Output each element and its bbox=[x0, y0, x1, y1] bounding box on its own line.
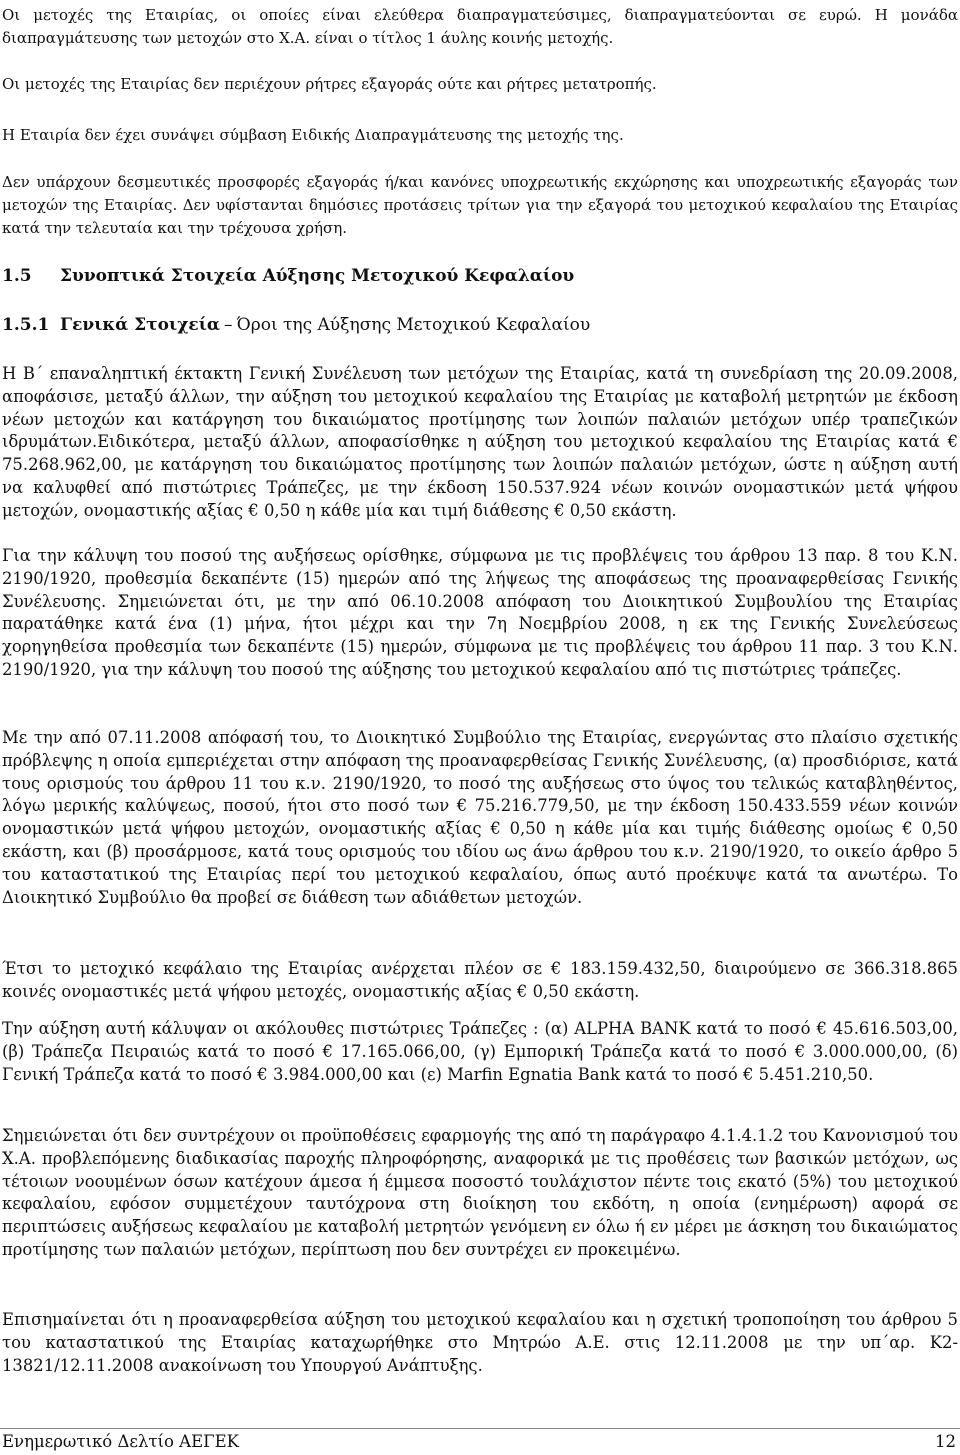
section-title: Συνοπτικά Στοιχεία Αύξησης Μετοχικού Κεφαλαίου bbox=[60, 266, 575, 286]
section-title: Γενικά Στοιχεία bbox=[60, 315, 221, 335]
paragraph-share-capital-total: Έτσι το μετοχικό κεφάλαιο της Εταιρίας ανέρχεται πλέον σε € 183.159.432,50, διαιρούμενο σε 366.318.865 κοινές ονομαστικές μετά ψήφου μετοχές, ονομαστικής αξίας € 0,50 εκάστη. bbox=[2, 959, 958, 1001]
paragraph-no-takeover-bids: Δεν υπάρχουν δεσμευτικές προσφορές εξαγοράς ή/και κανόνες υποχρεωτικής εκχώρησης και υποχρεωτικής εξαγοράς των μετοχών της Εταιρίας. Δεν υφίστανται δημόσιες προτάσεις τρίτων για την εξαγορά του μετοχικού κεφαλαίου της Εταιρίας κατά την τελευταία και την τρέχουσα χρήση. bbox=[2, 173, 958, 237]
section-number: 1.5.1 bbox=[2, 315, 50, 335]
title-dash: – bbox=[224, 315, 233, 335]
paragraph-general-assembly-decision: Η Β΄ επαναληπτική έκτακτη Γενική Συνέλευση των μετόχων της Εταιρίας, κατά τη συνεδρίαση της 20.09.2008, αποφάσισε, μεταξύ άλλων, την αύξηση του μετοχικού κεφαλαίου της Εταιρίας με καταβολή μετρητών με έκδοση νέων μετοχών και κατάργηση του δικαιώματος προτίμησης των λοιπών παλαιών μετόχων υπέρ τραπεζικών ιδρυμάτων.Ειδικότερα, μεταξύ άλλων, αποφασίσθηκε η αύξηση του μετοχικού κεφαλαίου της Εταιρίας κατά € 75.268.962,00, με κατάργηση του δικαιώματος προτίμησης των λοιπών παλαιών μετόχων, ώστε η αύξηση αυτή να καλυφθεί από πιστώτριες Τράπεζες, με την έκδοση 150.537.924 νέων κοινών ονομαστικών μετά ψήφου μετοχών, ονομαστικής αξίας € 0,50 η κάθε μία και τιμή διάθεσης € 0,50 εκάστη. bbox=[2, 364, 958, 520]
paragraph-shares-trading: Οι μετοχές της Εταιρίας, οι οποίες είναι ελεύθερα διαπραγματεύσιμες, διαπραγματεύονται σε ευρώ. Η μονάδα διαπραγμάτευσης των μετοχών στο Χ.Α. είναι ο τίτλος 1 άυλης κοινής μετοχής. bbox=[2, 6, 958, 47]
paragraph-board-decision: Με την από 07.11.2008 απόφασή του, το Διοικητικό Συμβούλιο της Εταιρίας, ενεργώντας στο πλαίσιο σχετικής πρόβλεψης η οποία εμπεριέχεται στην απόφαση της προαναφερθείσας Γενικής Συνέλευσης, (α) προσδιόρισε, κατά τους ορισμούς του άρθρου 11 του κ.ν. 2190/1920, το ποσό της αυξήσεως στο ύψος του τελικώς καταβληθέντος, λόγω μερικής καλύψεως, ποσού, ήτοι στο ποσό των € 75.216.779,50, με την έκδοση 150.433.559 νέων κοινών ονομαστικών μετά ψήφου μετοχών, ονομαστικής αξίας € 0,50 η κάθε μία και τιμής διάθεσης ομοίως € 0,50 εκάστη, και (β) προσάρμοσε, κατά τους ορισμούς του ιδίου ως άνω άρθρου του κ.ν. 2190/1920, το οικείο άρθρο 5 του καταστατικού της Εταιρίας περί του μετοχικού κεφαλαίου, όπως αυτό προέκυψε κατά τα ανωτέρω. Το Διοικητικό Συμβούλιο θα προβεί σε διάθεση των αδιάθετων μετοχών. bbox=[2, 728, 958, 907]
paragraph-registration-notice: Επισημαίνεται ότι η προαναφερθείσα αύξηση του μετοχικού κεφαλαίου και η σχετική τροποποίηση του άρθρου 5 του καταστατικού της Εταιρίας καταχωρήθηκε στο Μητρώο Α.Ε. στις 12.11.2008 με την υπ΄αρ. Κ2-13821/12.11.2008 ανακοίνωση του Υπουργού Ανάπτυξης. bbox=[2, 1310, 958, 1375]
paragraph-disclosure-procedure: Σημειώνεται ότι δεν συντρέχουν οι προϋποθέσεις εφαρμογής της από τη παράγραφο 4.1.4.1.2 του Κανονισμού του Χ.Α. προβλεπόμενης διαδικασίας παροχής πληροφόρησης, αναφορικά με τις προθέσεις των βασικών μετόχων, ως τέτοιων νοουμένων όσων κατέχουν άμεσα ή έμμεσα ποσοστό τουλάχιστον πέντε τοις εκατό (5%) του μετοχικού κεφαλαίου, εφόσον συμμετέχουν ταυτόχρονα στη διοίκηση του εκδότη, η οποία (ενημέρωση) αφορά σε περιπτώσεις αυξήσεως κεφαλαίου με καταβολή μετρητών γενόμενη εν όλω ή εν μέρει με άσκηση του δικαιώματος προτίμησης των παλαιών μετόχων, περίπτωση που δεν συντρέχει εν προκειμένω. bbox=[2, 1126, 958, 1259]
page-footer bbox=[0, 1428, 960, 1454]
paragraph-subscription-period: Για την κάλυψη του ποσού της αυξήσεως ορίσθηκε, σύμφωνα με τις προβλέψεις του άρθρου 13 παρ. 8 του Κ.Ν. 2190/1920, προθεσμία δεκαπέντε (15) ημερών από της λήψεως της αποφάσεως της προαναφερθείσας Γενικής Συνέλευσης. Σημειώνεται ότι, με την από 06.10.2008 απόφαση του Διοικητικού Συμβουλίου της Εταιρίας παρατάθηκε κατά ένα (1) μήνα, ήτοι μέχρι και την 7η Νοεμβρίου 2008, η εκ της Γενικής Συνελεύσεως χορηγηθείσα προθεσμία των δεκαπέντε (15) ημερών, σύμφωνα με τις προβλέψεις του άρθρου 11 παρ. 3 του Κ.Ν. 2190/1920, για την κάλυψη του ποσού της αύξησης του μετοχικού κεφαλαίου από τις πιστώτριες τράπεζες. bbox=[2, 546, 958, 679]
section-subtitle: Όροι της Αύξησης Μετοχικού Κεφαλαίου bbox=[236, 315, 591, 335]
section-number: 1.5 bbox=[2, 266, 32, 286]
section-heading-1-5 bbox=[2, 266, 574, 286]
footer-document-title: Ενημερωτικό Δελτίο ΑΕΓΕΚ bbox=[2, 1432, 239, 1451]
paragraph-no-market-making: Η Εταιρία δεν έχει συνάψει σύμβαση Ειδικής Διαπραγμάτευσης της μετοχής της. bbox=[2, 126, 624, 144]
paragraph-no-redemption-clauses: Οι μετοχές της Εταιρίας δεν περιέχουν ρήτρες εξαγοράς ούτε και ρήτρες μετατροπής. bbox=[2, 75, 657, 93]
paragraph-subscribing-banks: Την αύξηση αυτή κάλυψαν οι ακόλουθες πιστώτριες Τράπεζες : (α) ALPHA BANK κατά το ποσό € 45.616.503,00, (β) Τράπεζα Πειραιώς κατά το ποσό € 17.165.066,00, (γ) Εμπορική Τράπεζα κατά το ποσό € 3.000.000,00, (δ) Γενική Τράπεζα κατά το ποσό € 3.984.000,00 και (ε) Marfin Egnatia Bank κατά το ποσό € 5.451.210,50. bbox=[2, 1019, 958, 1084]
section-heading-1-5-1 bbox=[2, 315, 590, 335]
footer-page-number: 12 bbox=[935, 1432, 956, 1451]
